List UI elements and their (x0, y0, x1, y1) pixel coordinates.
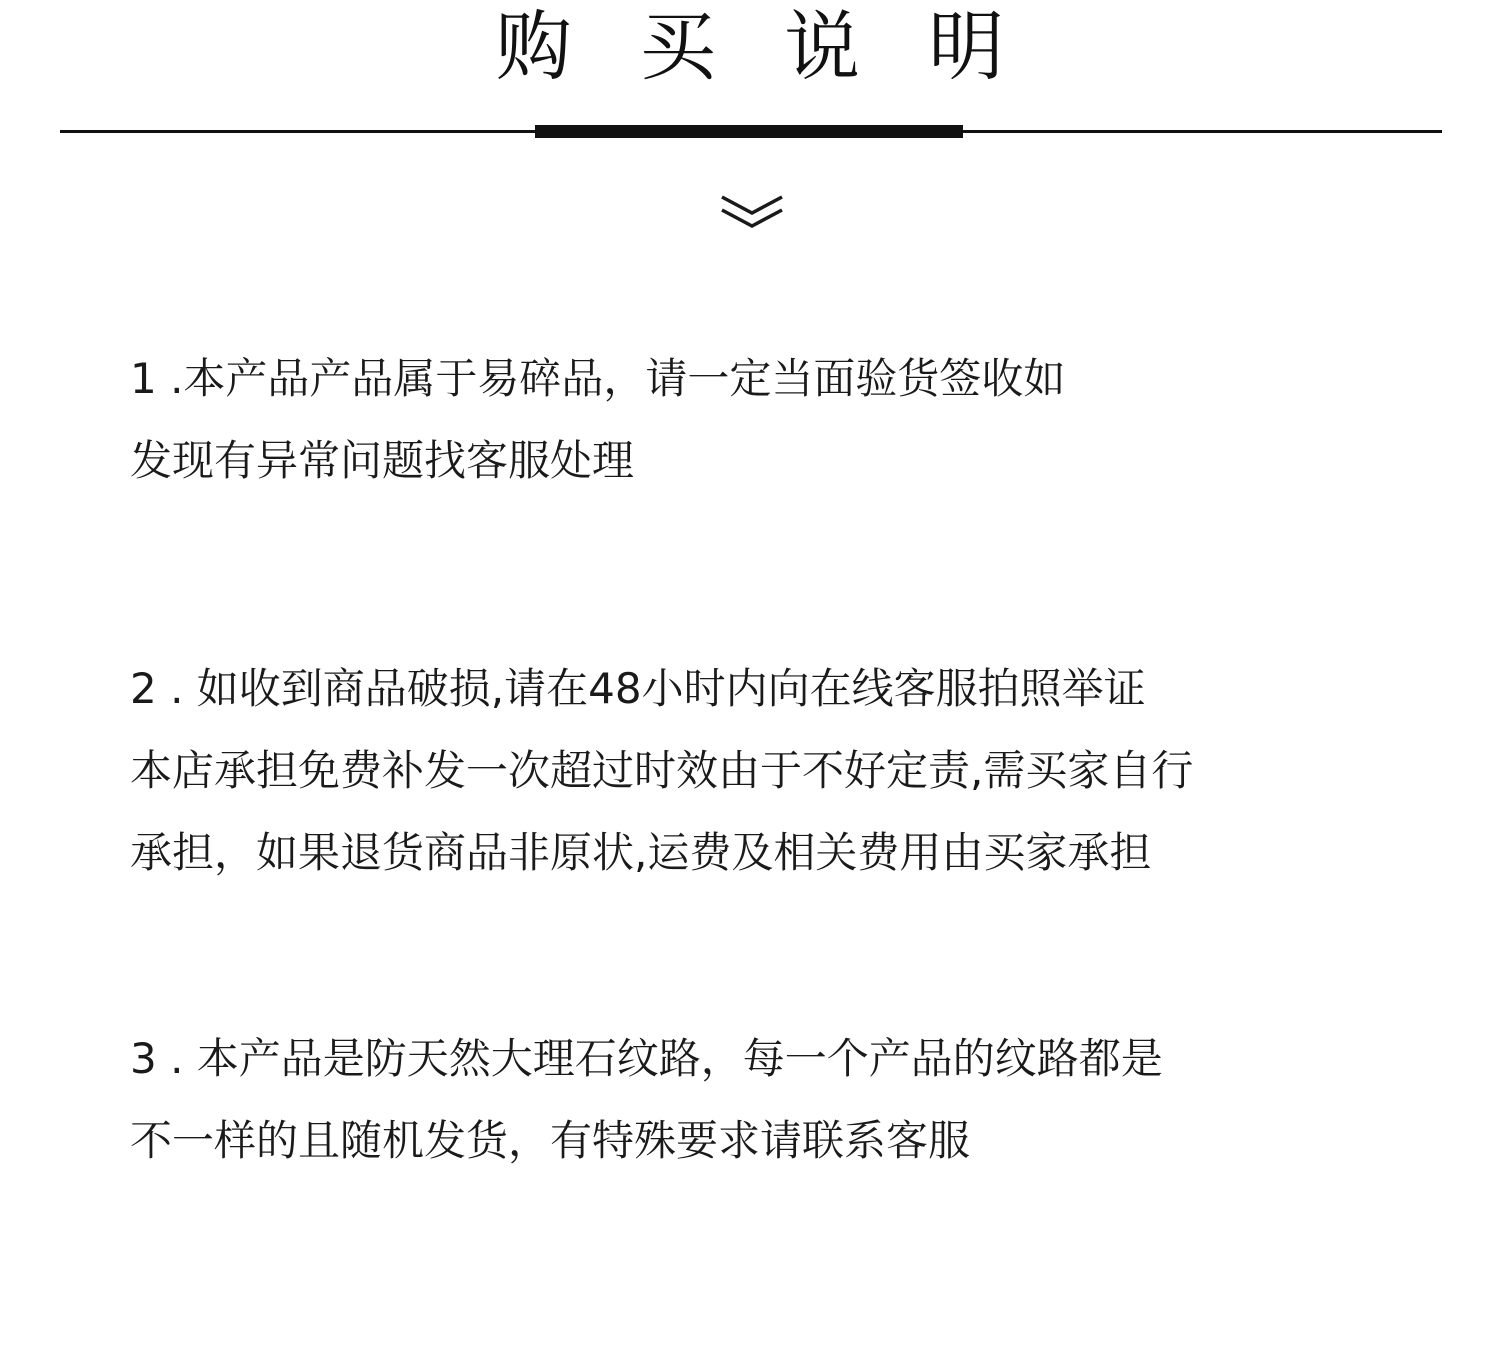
page-title: 购 买 说 明 (495, 2, 1027, 91)
note-line: 不一样的且随机发货，有特殊要求请联系客服 (130, 1116, 971, 1165)
header-divider-accent (535, 125, 963, 138)
purchase-note-2 (130, 648, 1410, 894)
purchase-note-3 (130, 1018, 1410, 1182)
note-line: 2 . 如收到商品破损,请在48小时内向在线客服拍照举证 (130, 664, 1146, 713)
purchase-note-1 (130, 338, 1410, 502)
double-chevron-down-icon (718, 193, 786, 233)
note-line: 本店承担免费补发一次超过时效由于不好定责,需买家自行 (130, 746, 1194, 795)
note-line: 1 .本产品产品属于易碎品，请一定当面验货签收如 (130, 354, 1066, 403)
note-line: 3 . 本产品是防天然大理石纹路，每一个产品的纹路都是 (130, 1034, 1163, 1083)
note-line: 承担，如果退货商品非原状,运费及相关费用由买家承担 (130, 828, 1152, 877)
note-line: 发现有异常问题找客服处理 (130, 436, 635, 485)
